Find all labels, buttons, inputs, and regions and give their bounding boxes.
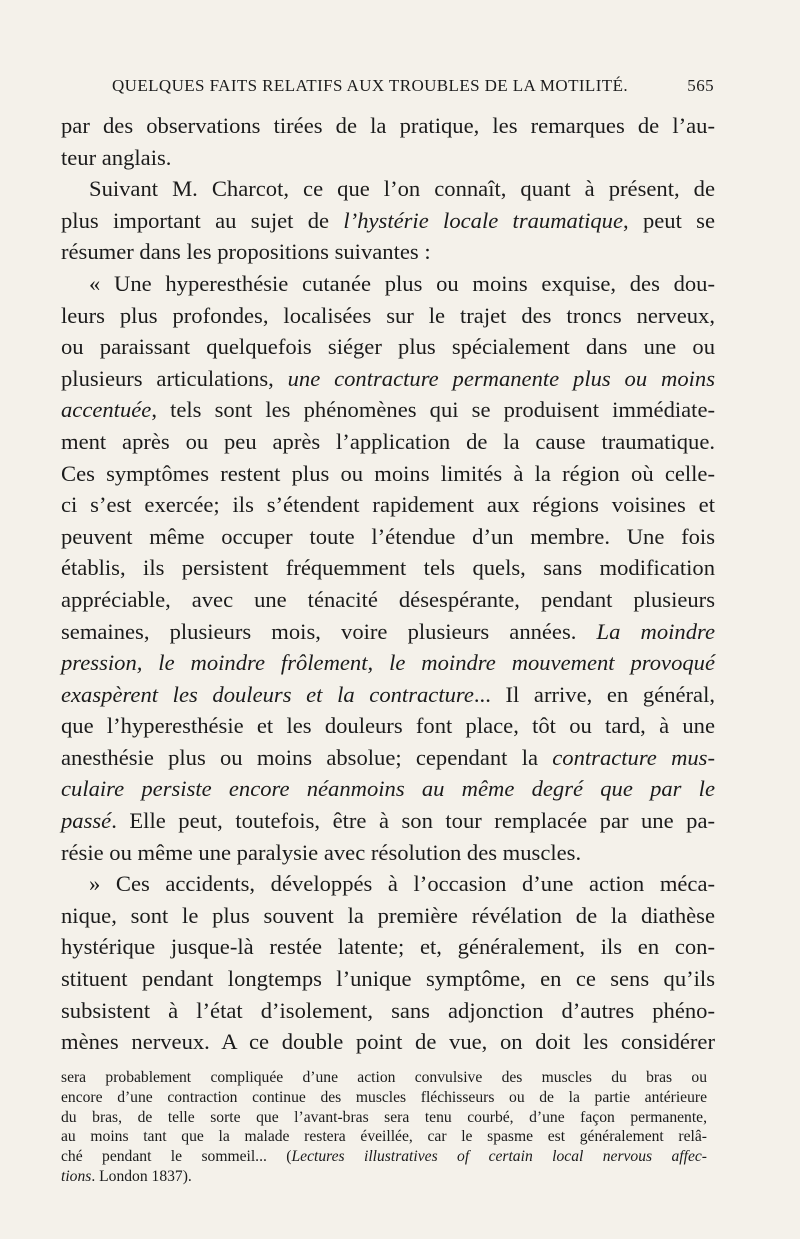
running-header bbox=[112, 76, 714, 104]
text-segment: que l’hyperesthésie et les douleurs font place, tôt ou tard, à une bbox=[61, 713, 715, 739]
text-segment: teur anglais. bbox=[61, 144, 172, 170]
text-segment: subsistent à l’état d’isolement, sans adjonction d’autres phéno- bbox=[61, 997, 715, 1023]
text-line bbox=[61, 900, 715, 932]
text-line bbox=[61, 710, 715, 742]
page-number: 565 bbox=[687, 76, 714, 95]
italic-text: La moindre bbox=[596, 618, 716, 644]
text-segment: « Une hyperesthésie cutanée plus ou moins exquise, des dou- bbox=[89, 270, 715, 296]
text-line bbox=[61, 837, 715, 869]
footnote-line bbox=[61, 1088, 707, 1108]
footnote-line bbox=[61, 1127, 707, 1147]
text-segment: résumer dans les propositions suivantes : bbox=[61, 239, 431, 265]
italic-text: pression, le moindre frôlement, le moindre mouvement provoqué bbox=[61, 650, 715, 676]
text-segment: nique, sont le plus souvent la première révélation de la diathèse bbox=[61, 902, 715, 928]
text-line bbox=[61, 742, 715, 774]
italic-text: l’hystérie locale traumatique bbox=[343, 207, 624, 233]
text-line bbox=[61, 142, 715, 174]
text-line bbox=[61, 268, 715, 300]
italic-text: Lectures illustratives of certain local nervous affec- bbox=[291, 1148, 707, 1166]
text-segment: ment après ou peu après l’application de la cause traumatique. bbox=[61, 428, 715, 454]
italic-text: passé bbox=[61, 808, 112, 834]
text-segment: Suivant M. Charcot, ce que l’on connaît, quant à présent, de bbox=[89, 176, 715, 202]
running-title: QUELQUES FAITS RELATIFS AUX TROUBLES DE LA MOTILITÉ. bbox=[112, 76, 628, 95]
italic-text: exaspèrent les douleurs et la contracture bbox=[61, 681, 474, 707]
text-line bbox=[61, 300, 715, 332]
text-segment: stituent pendant longtemps l’unique symptôme, en ce sens qu’ils bbox=[61, 966, 715, 992]
text-line bbox=[61, 931, 715, 963]
text-line bbox=[61, 205, 715, 237]
text-line bbox=[61, 963, 715, 995]
text-line bbox=[61, 1026, 715, 1058]
text-segment: sera probablement compliquée d’une action convulsive des muscles du bras ou bbox=[61, 1069, 707, 1086]
text-segment: appréciable, avec une ténacité désespérante, pendant plusieurs bbox=[61, 586, 715, 612]
text-segment: résie ou même une paralysie avec résolution des muscles. bbox=[61, 839, 582, 865]
footnote bbox=[61, 1068, 707, 1187]
text-segment: . Elle peut, toutefois, être à son tour remplacée par une pa- bbox=[111, 808, 715, 834]
text-segment: mènes nerveux. A ce double point de vue, on doit les considérer bbox=[61, 1029, 715, 1055]
text-segment: ou paraissant quelquefois siéger plus spécialement dans une ou bbox=[61, 334, 715, 360]
text-segment: du bras, de telle sorte que l’avant-bras sera tenu courbé, d’une façon permanente, bbox=[61, 1108, 707, 1126]
italic-text: contracture mus- bbox=[552, 744, 715, 770]
footnote-line bbox=[61, 1068, 707, 1088]
text-segment: ché pendant le sommeil... ( bbox=[61, 1148, 292, 1166]
text-segment: ci s’est exercée; ils s’étendent rapidement aux régions voisines et bbox=[61, 492, 715, 518]
italic-text: accentuée bbox=[61, 397, 152, 423]
text-segment: établis, ils persistent fréquemment tels quels, sans modification bbox=[61, 555, 715, 581]
text-segment: anesthésie plus ou moins absolue; cependant la bbox=[61, 744, 553, 770]
text-line bbox=[61, 584, 715, 616]
text-segment: peuvent même occuper toute l’étendue d’un membre. Une fois bbox=[61, 523, 715, 549]
text-line bbox=[61, 363, 715, 395]
italic-text: tions bbox=[61, 1167, 92, 1185]
italic-text: culaire persiste encore néanmoins au même degré que par le bbox=[61, 776, 715, 802]
text-segment: plusieurs articulations, bbox=[61, 365, 288, 391]
text-line bbox=[61, 394, 715, 426]
text-segment: » Ces accidents, développés à l’occasion d’une action méca- bbox=[89, 871, 715, 897]
text-segment: Ces symptômes restent plus ou moins limités à la région où celle- bbox=[61, 460, 715, 486]
text-line bbox=[61, 521, 715, 553]
text-line bbox=[61, 173, 715, 205]
text-line bbox=[61, 489, 715, 521]
text-segment: hystérique jusque-là restée latente; et, généralement, ils en con- bbox=[61, 934, 715, 960]
text-line bbox=[61, 236, 715, 268]
text-segment: ... Il arrive, en général, bbox=[473, 681, 715, 707]
text-line bbox=[61, 616, 715, 648]
text-segment: encore d’une contraction continue des muscles fléchisseurs ou de la partie antérieure bbox=[61, 1088, 707, 1106]
text-segment: leurs plus profondes, localisées sur le trajet des troncs nerveux, bbox=[61, 302, 715, 328]
main-text bbox=[61, 110, 715, 1058]
text-line bbox=[61, 552, 715, 584]
text-segment: semaines, plusieurs mois, voire plusieurs années. bbox=[61, 618, 597, 644]
footnote-line bbox=[61, 1167, 707, 1187]
text-line bbox=[61, 647, 715, 679]
italic-text: une contracture permanente plus ou moins bbox=[287, 365, 715, 391]
footnote-line bbox=[61, 1147, 707, 1167]
text-line bbox=[61, 868, 715, 900]
text-line bbox=[61, 110, 715, 142]
text-line bbox=[61, 995, 715, 1027]
text-line bbox=[61, 426, 715, 458]
text-segment: , peut se bbox=[623, 207, 716, 233]
text-line bbox=[61, 458, 715, 490]
text-segment: par des observations tirées de la pratique, les remarques de l’au- bbox=[61, 113, 715, 138]
text-line bbox=[61, 331, 715, 363]
text-segment: , tels sont les phénomènes qui se produisent immédiate- bbox=[151, 397, 715, 423]
text-line bbox=[61, 679, 715, 711]
footnote-line bbox=[61, 1108, 707, 1128]
text-segment: plus important au sujet de bbox=[61, 207, 344, 233]
text-segment: au moins tant que la malade restera éveillée, car le spasme est généralement relâ- bbox=[61, 1128, 707, 1146]
text-line bbox=[61, 773, 715, 805]
text-segment: . London 1837). bbox=[91, 1167, 192, 1185]
text-line bbox=[61, 805, 715, 837]
